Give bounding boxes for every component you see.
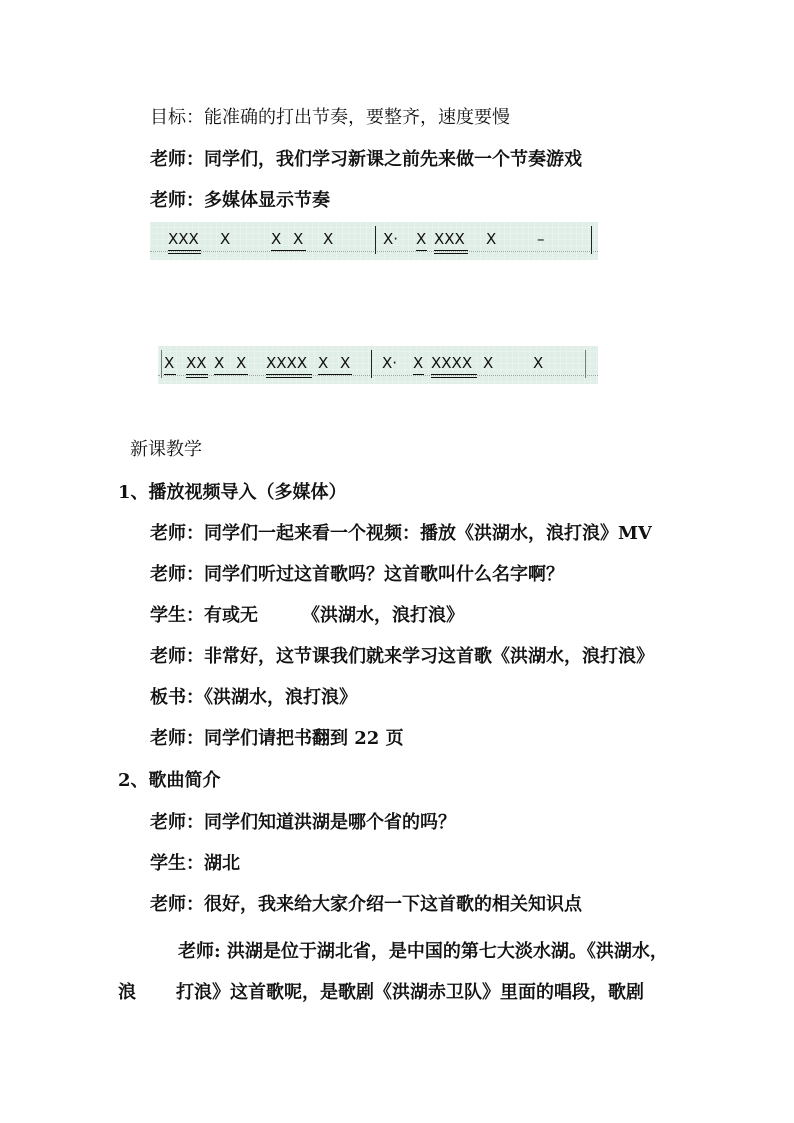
- rhythm-note: X: [533, 354, 544, 372]
- student-line-hubei: 学生：湖北: [150, 853, 240, 874]
- teacher-line-rhythm-game: 老师：同学们，我们学习新课之前先来做一个节奏游戏: [150, 149, 582, 170]
- rhythm-note: X: [214, 354, 225, 372]
- student-answer-prefix: 学生：有或无: [150, 605, 258, 626]
- goal-line: 目标：能准确的打出节奏，要整齐，速度要慢: [150, 107, 510, 128]
- rhythm-note: XXX: [434, 230, 465, 248]
- rhythm-note: XXXX: [266, 354, 308, 372]
- student-line-answer: [150, 604, 464, 628]
- rhythm-note: X: [416, 230, 427, 248]
- rhythm-note: X: [340, 354, 351, 372]
- rhythm-note: X·: [382, 354, 398, 372]
- rhythm-note: X·: [383, 230, 399, 248]
- teacher-line-province: 老师：同学们知道洪湖是哪个省的吗？: [150, 812, 456, 833]
- bar-line: [371, 350, 372, 378]
- heading-song-intro: 2、歌曲简介: [118, 770, 221, 791]
- rhythm-note: X: [318, 354, 329, 372]
- rhythm-note: X: [293, 230, 304, 248]
- teacher-line-page: 老师：同学们请把书翻到 22 页: [150, 728, 404, 749]
- rhythm-note: X: [413, 354, 424, 372]
- rhythm-note: X: [271, 230, 282, 248]
- heading-video-intro: 1、播放视频导入（多媒体）: [118, 482, 347, 503]
- teacher-line-praise: 老师：非常好，这节课我们就来学习这首歌《洪湖水，浪打浪》: [150, 646, 654, 667]
- bar-line: [161, 350, 162, 378]
- bar-line: [585, 350, 586, 378]
- paragraph-line-2-start: 浪: [118, 982, 136, 1003]
- rhythm-note: X: [220, 230, 231, 248]
- paragraph-line-2: [118, 981, 644, 1005]
- teacher-line-question: 老师：同学们听过这首歌吗？这首歌叫什么名字啊？: [150, 564, 564, 585]
- section-title: 新课教学: [130, 439, 202, 460]
- rhythm-note: X: [236, 354, 247, 372]
- teacher-line-intro-knowledge: 老师：很好，我来给大家介绍一下这首歌的相关知识点: [150, 894, 582, 915]
- paragraph-line-2-rest: 打浪》这首歌呢，是歌剧《洪湖赤卫队》里面的唱段，歌剧: [176, 982, 644, 1003]
- teacher-line-multimedia: 老师：多媒体显示节奏: [150, 190, 330, 211]
- rhythm-note: XX: [186, 354, 207, 372]
- rhythm-note: X: [323, 230, 334, 248]
- teacher-line-video: 老师：同学们一起来看一个视频：播放《洪湖水，浪打浪》MV: [150, 523, 652, 544]
- student-answer-title: 《洪湖水，浪打浪》: [302, 605, 464, 626]
- bar-line: [375, 226, 376, 254]
- rhythm-note: X: [164, 354, 175, 372]
- paragraph-line-1: 老师: 洪湖是位于湖北省，是中国的第七大淡水湖。《洪湖水，: [178, 941, 668, 962]
- rhythm-note: XXXX: [431, 354, 473, 372]
- rhythm-note: XXX: [168, 230, 199, 248]
- rhythm-strip-1: [150, 222, 598, 260]
- rhythm-strip-2: [158, 346, 598, 384]
- board-writing-line: 板书：《洪湖水，浪打浪》: [150, 687, 357, 708]
- rhythm-note: X: [483, 354, 494, 372]
- rhythm-note: X: [486, 230, 497, 248]
- rhythm-note: –: [537, 230, 545, 248]
- bar-line: [591, 226, 592, 254]
